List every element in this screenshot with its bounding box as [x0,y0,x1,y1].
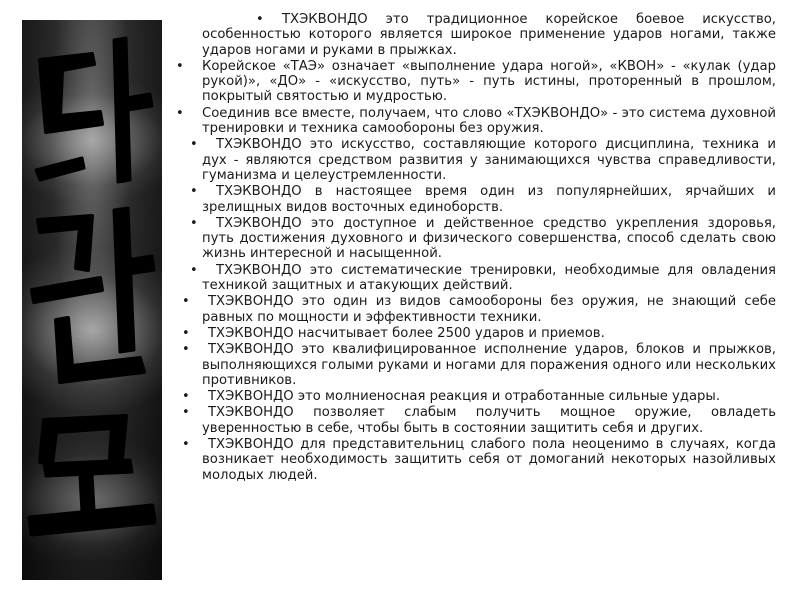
list-item: • ТХЭКВОНДО позволяет слабым получить мощное оружие, овладеть уверенностью в себе, чтобы быть в состоянии защитить себя и других. [174,405,776,436]
calligraphy-characters [22,20,162,580]
list-item: • ТХЭКВОНДО это систематические тренировки, необходимые для овладения техникой защитных и атакующих действий. [174,263,776,294]
character-tae [36,38,152,182]
list-item: • Корейское «ТАЭ» означает «выполнение удара ногой», «КВОН» - «кулак (удар рукой)», «ДО» - «искусство, путь» - путь истины, проторенный в прошлом, покрытый святостью и мудростью. [174,59,776,105]
bullet-list [174,12,776,483]
list-item: • ТХЭКВОНДО это доступное и действенное средство укрепления здоровья, путь достижения духовного и физического совершенства, способ сделать свою жизнь интересной и насыщенной. [174,216,776,262]
list-item: • ТХЭКВОНДО в настоящее время один из популярнейших, ярчайших и зрелищных видов восточных единоборств. [174,184,776,215]
character-do [30,416,154,534]
list-item: • Соединив все вместе, получаем, что слово «ТХЭКВОНДО» - это система духовной тренировки и техника самообороны без оружия. [174,106,776,137]
list-item: • ТХЭКВОНДО это традиционное корейское боевое искусство, особенностью которого является широкое применение ударов ногами, также ударов ногами и руками в прыжках. [174,12,776,58]
calligraphy-banner [22,20,162,580]
character-kwon [32,208,154,382]
list-item: • ТХЭКВОНДО это один из видов самообороны без оружия, не знающий себе равных по мощности и эффективности техники. [174,294,776,325]
text-content [174,12,776,484]
list-item: • ТХЭКВОНДО это квалифицированное исполнение ударов, блоков и прыжков, выполняющихся голыми руками и ногами для поражения одного или нескольких противников. [174,342,776,388]
list-item: • ТХЭКВОНДО это искусство, составляющие которого дисциплина, техника и дух - являются средством развития у занимающихся чувства справедливости, гуманизма и целеустремленности. [174,137,776,183]
list-item: • ТХЭКВОНДО это молниеносная реакция и отработанные сильные удары. [174,389,776,404]
list-item: • ТХЭКВОНДО насчитывает более 2500 ударов и приемов. [174,326,776,341]
list-item: • ТХЭКВОНДО для представительниц слабого пола неоценимо в случаях, когда возникает необходимость защитить себя от домоганий некоторых назойливых молодых людей. [174,437,776,483]
